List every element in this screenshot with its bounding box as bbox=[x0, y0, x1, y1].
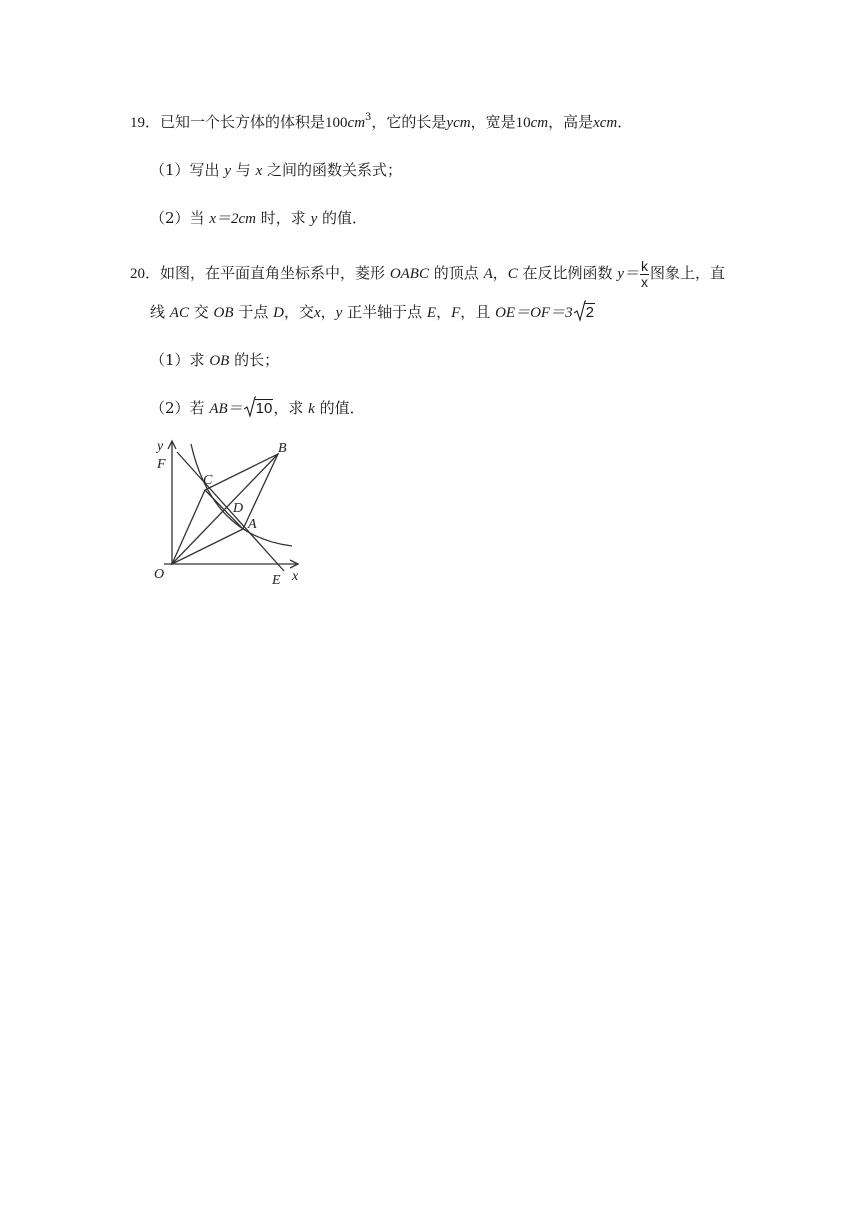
q20-line1-c: ， bbox=[492, 264, 508, 282]
q19-part1 bbox=[150, 160, 402, 181]
label-x-axis: x bbox=[292, 569, 299, 584]
q19-volume-unit: cm bbox=[347, 115, 366, 131]
q20-line2-a: 线 bbox=[150, 303, 166, 321]
q20-part2-a: 若 bbox=[189, 399, 205, 417]
q20-line2-c: 于点 bbox=[238, 303, 269, 321]
q19-number: 19． bbox=[130, 115, 161, 131]
q20-part2-label: （2） bbox=[150, 399, 190, 417]
q20-line1-b: 的顶点 bbox=[433, 264, 479, 282]
q19-height-var: xcm bbox=[593, 115, 618, 131]
label-b: B bbox=[278, 441, 287, 456]
q19-stem bbox=[130, 112, 632, 133]
q19-part1-var-y: y bbox=[224, 163, 232, 179]
label-f: F bbox=[157, 457, 166, 472]
q20-part1-label: （1） bbox=[150, 351, 190, 369]
q19-width-unit: cm bbox=[530, 115, 549, 131]
rhombus-figure bbox=[146, 436, 316, 596]
label-d: D bbox=[233, 501, 244, 516]
q19-text-d: ，高是 bbox=[548, 113, 594, 131]
q19-part2-expr: x＝2cm bbox=[209, 211, 256, 227]
q20-shape-name: OABC bbox=[389, 266, 429, 282]
q20-line2-f: 正半轴于点 bbox=[347, 303, 423, 321]
q20-axis-y: y bbox=[335, 305, 343, 321]
q20-part2-b: ，求 bbox=[273, 399, 304, 417]
q20-frac-den: x bbox=[641, 273, 649, 290]
q20-line1-a: 如图，在平面直角坐标系中，菱形 bbox=[160, 264, 386, 282]
q20-part1 bbox=[150, 350, 279, 371]
q19-part2 bbox=[150, 208, 367, 229]
q20-part2-rad: 10 bbox=[255, 400, 273, 417]
q20-point-e: E bbox=[426, 305, 437, 321]
q19-part1-a: 写出 bbox=[189, 161, 220, 179]
q19-part2-c: 的值． bbox=[322, 209, 368, 227]
q20-point-f: F bbox=[451, 305, 461, 321]
q20-part2-c: 的值． bbox=[319, 399, 365, 417]
q20-stem-line2 bbox=[150, 302, 595, 323]
q20-line2-b: 交 bbox=[193, 303, 209, 321]
q20-point-d: D bbox=[273, 305, 284, 321]
q20-stem-line1 bbox=[130, 258, 725, 290]
q19-width-value: 10 bbox=[515, 115, 531, 131]
radical-sign-icon bbox=[244, 396, 256, 418]
q20-line2-h: ，且 bbox=[460, 303, 491, 321]
q20-part1-var: OB bbox=[209, 353, 230, 369]
q20-part2 bbox=[150, 398, 365, 419]
q20-line1-e: 图象上，直 bbox=[650, 264, 726, 282]
q19-text-b: ，它的长是 bbox=[371, 113, 447, 131]
q19-length-var: ycm bbox=[446, 115, 471, 131]
label-a: A bbox=[248, 517, 257, 532]
q19-part1-c: 之间的函数关系式； bbox=[267, 161, 403, 179]
q20-line-ob: OB bbox=[213, 305, 234, 321]
label-e: E bbox=[272, 573, 281, 588]
q20-part2-var: k bbox=[308, 401, 315, 417]
label-y-axis: y bbox=[157, 439, 164, 454]
q19-text-c: ，宽是 bbox=[470, 113, 516, 131]
q20-line2-g: ， bbox=[436, 303, 452, 321]
q20-axis-x: x bbox=[313, 305, 321, 321]
q20-part1-a: 求 bbox=[189, 351, 205, 369]
q19-part1-var-x: x bbox=[255, 163, 263, 179]
q19-part2-a: 当 bbox=[189, 209, 205, 227]
q20-sqrt-10 bbox=[244, 398, 274, 418]
q20-sqrt-2 bbox=[574, 302, 595, 322]
q20-frac-num: k bbox=[641, 257, 649, 274]
q20-line-ac: AC bbox=[169, 305, 189, 321]
q19-volume-value: 100 bbox=[325, 115, 348, 131]
q19-text-e: ． bbox=[617, 113, 633, 131]
q20-vertex-a: A bbox=[483, 266, 493, 282]
q19-part1-label: （1） bbox=[150, 161, 190, 179]
q19-text-a: 已知一个长方体的体积是 bbox=[160, 113, 326, 131]
q20-number: 20． bbox=[130, 266, 161, 282]
label-o: O bbox=[154, 567, 165, 582]
q19-part2-label: （2） bbox=[150, 209, 190, 227]
q20-func-lhs: y＝ bbox=[617, 266, 640, 282]
q20-part1-b: 的长； bbox=[234, 351, 280, 369]
q19-volume-exp: 3 bbox=[365, 112, 372, 123]
q20-line1-d: 在反比例函数 bbox=[522, 264, 613, 282]
q20-eq-lhs: OE＝OF＝3 bbox=[495, 305, 573, 321]
q19-part1-b: 与 bbox=[235, 161, 251, 179]
q20-vertex-c: C bbox=[507, 266, 518, 282]
q20-line2-d: ，交 bbox=[283, 303, 314, 321]
q20-line2-e: ， bbox=[320, 303, 336, 321]
q19-part2-var-y: y bbox=[310, 211, 318, 227]
hyperbola-curve bbox=[191, 444, 292, 546]
q20-part2-lhs: AB＝ bbox=[209, 401, 243, 417]
label-c: C bbox=[203, 473, 213, 488]
q20-eq-rad: 2 bbox=[585, 304, 594, 321]
q19-part2-b: 时，求 bbox=[260, 209, 306, 227]
radical-sign-icon bbox=[574, 300, 586, 322]
q20-fraction bbox=[640, 259, 649, 290]
